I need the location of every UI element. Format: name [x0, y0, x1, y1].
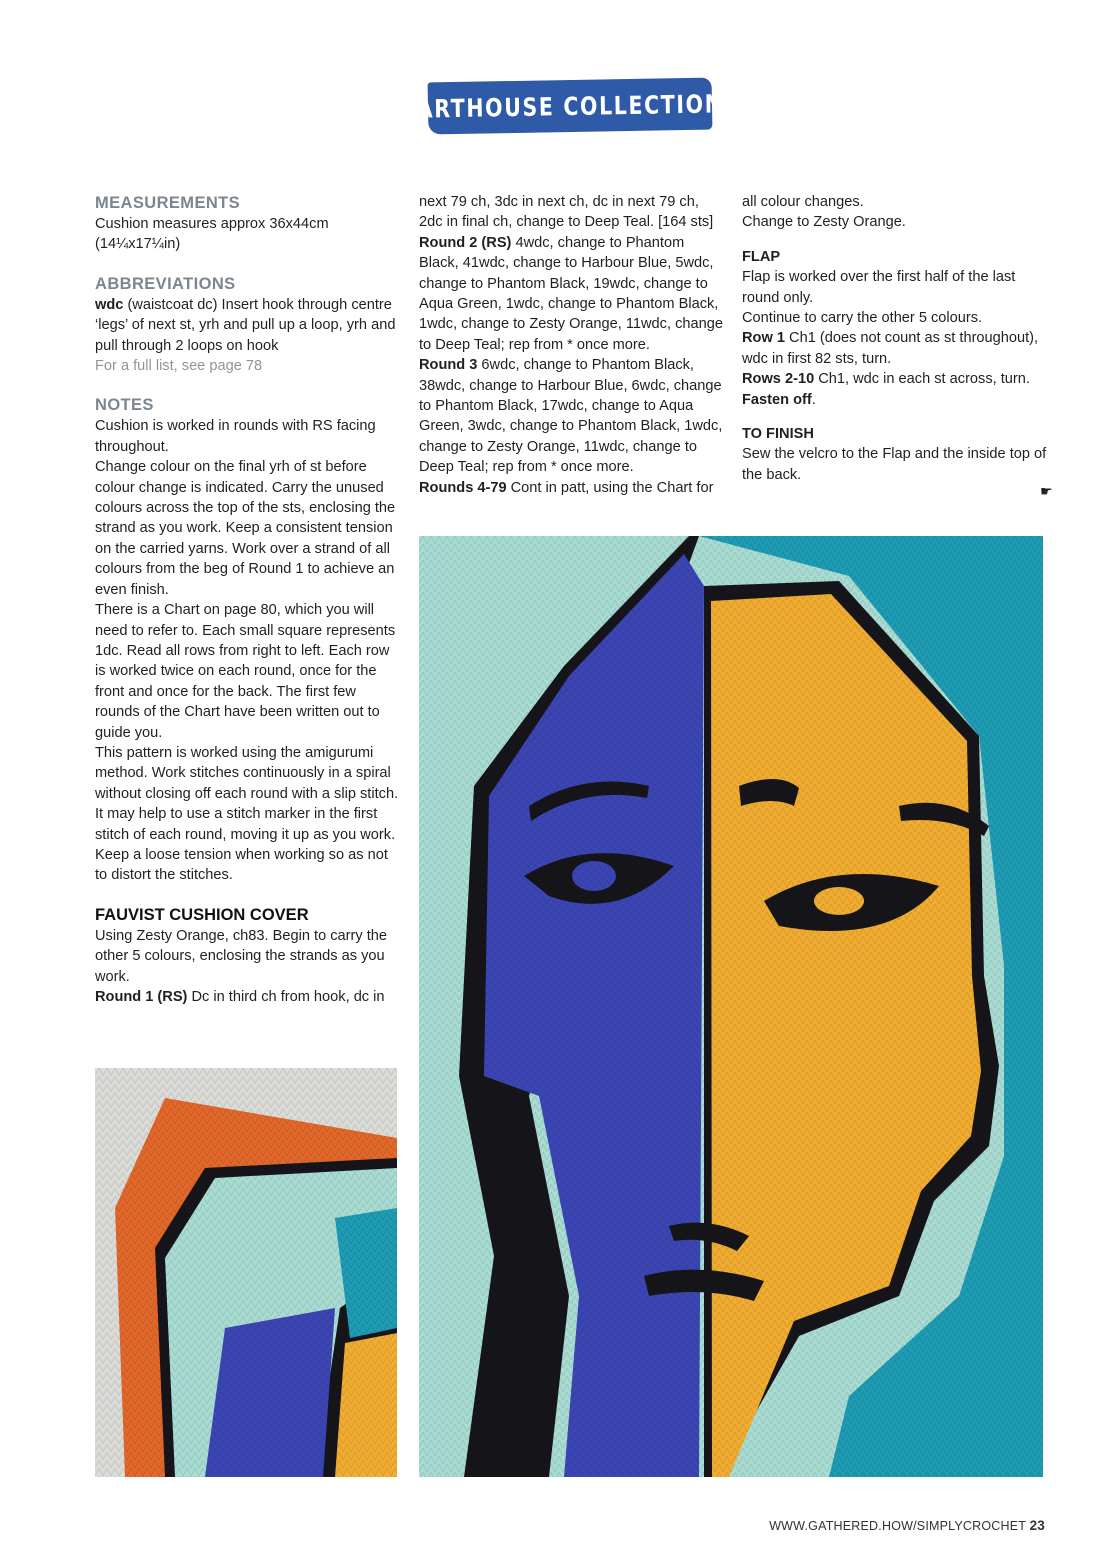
- pattern-heading: FAUVIST CUSHION COVER: [95, 905, 309, 924]
- finish-text: Sew the velcro to the Flap and the inside top of the back.: [742, 446, 1047, 483]
- round-1-continued: next 79 ch, 3dc in next ch, dc in next 79 ch, 2dc in final ch, change to Deep Teal. [164 sts]: [419, 194, 714, 231]
- row-1: [742, 328, 1047, 369]
- pattern-intro: Using Zesty Orange, ch83. Begin to carry the other 5 colours, enclosing the strands as you work.: [95, 927, 388, 985]
- abbreviation-term: wdc: [95, 296, 124, 313]
- round-3-text: 6wdc, change to Phantom Black, 38wdc, change to Harbour Blue, 6wdc, change to Phantom Black, 17wdc, change to Aqua Green, 3wdc, change to Phantom Black, 1wdc, change to Zesty Orange, 11wdc, change to Deep Teal; rep from * once more.: [419, 357, 723, 476]
- row-1-text: Ch1 (does not count as st throughout), wdc in first 82 sts, turn.: [742, 330, 1039, 367]
- round-2-label: Round 2 (RS): [419, 234, 512, 251]
- rows-2-10-text: Ch1, wdc in each st across, turn.: [814, 371, 1030, 388]
- round-2: [419, 233, 724, 355]
- note-paragraph: Keep a loose tension when working so as not to distort the stitches.: [95, 846, 388, 884]
- abbreviations-link[interactable]: For a full list, see page 78: [95, 358, 263, 375]
- round-2-text: 4wdc, change to Phantom Black, 41wdc, change to Harbour Blue, 5wdc, change to Phantom Black, 19wdc, change to Aqua Green, 1wdc, change to Phantom Black, 1wdc, change to Zesty Orange, 11wdc, change to Deep Teal; rep from * once more.: [419, 234, 723, 353]
- rounds-4-79: [419, 478, 724, 498]
- pointing-hand-icon: ☛: [1040, 483, 1053, 499]
- section-banner: [416, 78, 724, 135]
- knit-texture: [95, 1068, 397, 1477]
- cushion-face-photo: [419, 536, 1043, 1477]
- measurements-text: Cushion measures approx 36x44cm (14¼x17¼in): [95, 216, 329, 253]
- round-1-text: Dc in third ch from hook, dc in: [187, 989, 385, 1005]
- column-middle: [419, 192, 724, 498]
- finish-heading: TO FINISH: [742, 426, 814, 443]
- change-colour: Change to Zesty Orange.: [742, 214, 906, 231]
- chart-continued: all colour changes.: [742, 194, 864, 210]
- abbreviation-definition: (waistcoat dc) Insert hook through centre ‘legs’ of next st, yrh and pull up a loop, yrh and pull through 2 loops on hook: [95, 296, 396, 354]
- abbreviations-heading: ABBREVIATIONS: [95, 274, 236, 293]
- abbreviation-wdc: [95, 295, 400, 356]
- flap-text: Flap is worked over the first half of the last round only.: [742, 269, 1016, 306]
- flap-carry: Continue to carry the other 5 colours.: [742, 310, 983, 327]
- round-1: [95, 987, 400, 1007]
- column-right: [742, 192, 1047, 485]
- fasten-off-end: .: [811, 391, 816, 408]
- rounds-4-79-text: Cont in patt, using the Chart for: [506, 479, 714, 496]
- cushion-side-photo: [95, 1068, 397, 1477]
- rounds-4-79-label: Rounds 4-79: [419, 479, 507, 496]
- note-paragraph: This pattern is worked using the amigurumi method. Work stitches continuously in a spiral without closing off each round with a slip stitch. It may help to use a stitch marker in the first stitch of each round, moving it up as you work.: [95, 744, 399, 843]
- flap-heading: FLAP: [742, 248, 781, 265]
- banner-title: ARTHOUSE COLLECTION: [416, 88, 724, 124]
- rows-2-10: [742, 369, 1047, 389]
- page-footer: [769, 1518, 1045, 1533]
- page-number: 23: [1029, 1518, 1045, 1533]
- notes-heading: NOTES: [95, 396, 154, 415]
- note-paragraph: Cushion is worked in rounds with RS facing throughout.: [95, 418, 376, 455]
- note-paragraph: Change colour on the final yrh of st before colour change is indicated. Carry the unused colours across the top of the sts, enclosing the strand as you work. Keep a consistent tension on the carried yarns. Work over a strand of all colours from the beg of Round 1 to achieve an even finish.: [95, 459, 396, 598]
- fasten-off-label: Fasten off: [742, 391, 812, 408]
- round-1-label: Round 1 (RS): [95, 989, 188, 1005]
- row-1-label: Row 1: [742, 330, 785, 347]
- rows-2-10-label: Rows 2-10: [742, 371, 815, 388]
- measurements-heading: MEASUREMENTS: [95, 194, 241, 212]
- fasten-off: [742, 390, 1047, 410]
- round-3-label: Round 3: [419, 357, 478, 374]
- knit-texture: [419, 536, 1043, 1477]
- round-3: [419, 355, 724, 477]
- note-paragraph: There is a Chart on page 80, which you will need to refer to. Each small square represents 1dc. Read all rows from right to left. Each row is worked twice on each round, once for the front and once for the back. The first few rounds of the Chart have been written out to guide you.: [95, 602, 396, 741]
- footer-url[interactable]: WWW.GATHERED.HOW/SIMPLYCROCHET: [769, 1519, 1026, 1533]
- column-left: [95, 192, 400, 1007]
